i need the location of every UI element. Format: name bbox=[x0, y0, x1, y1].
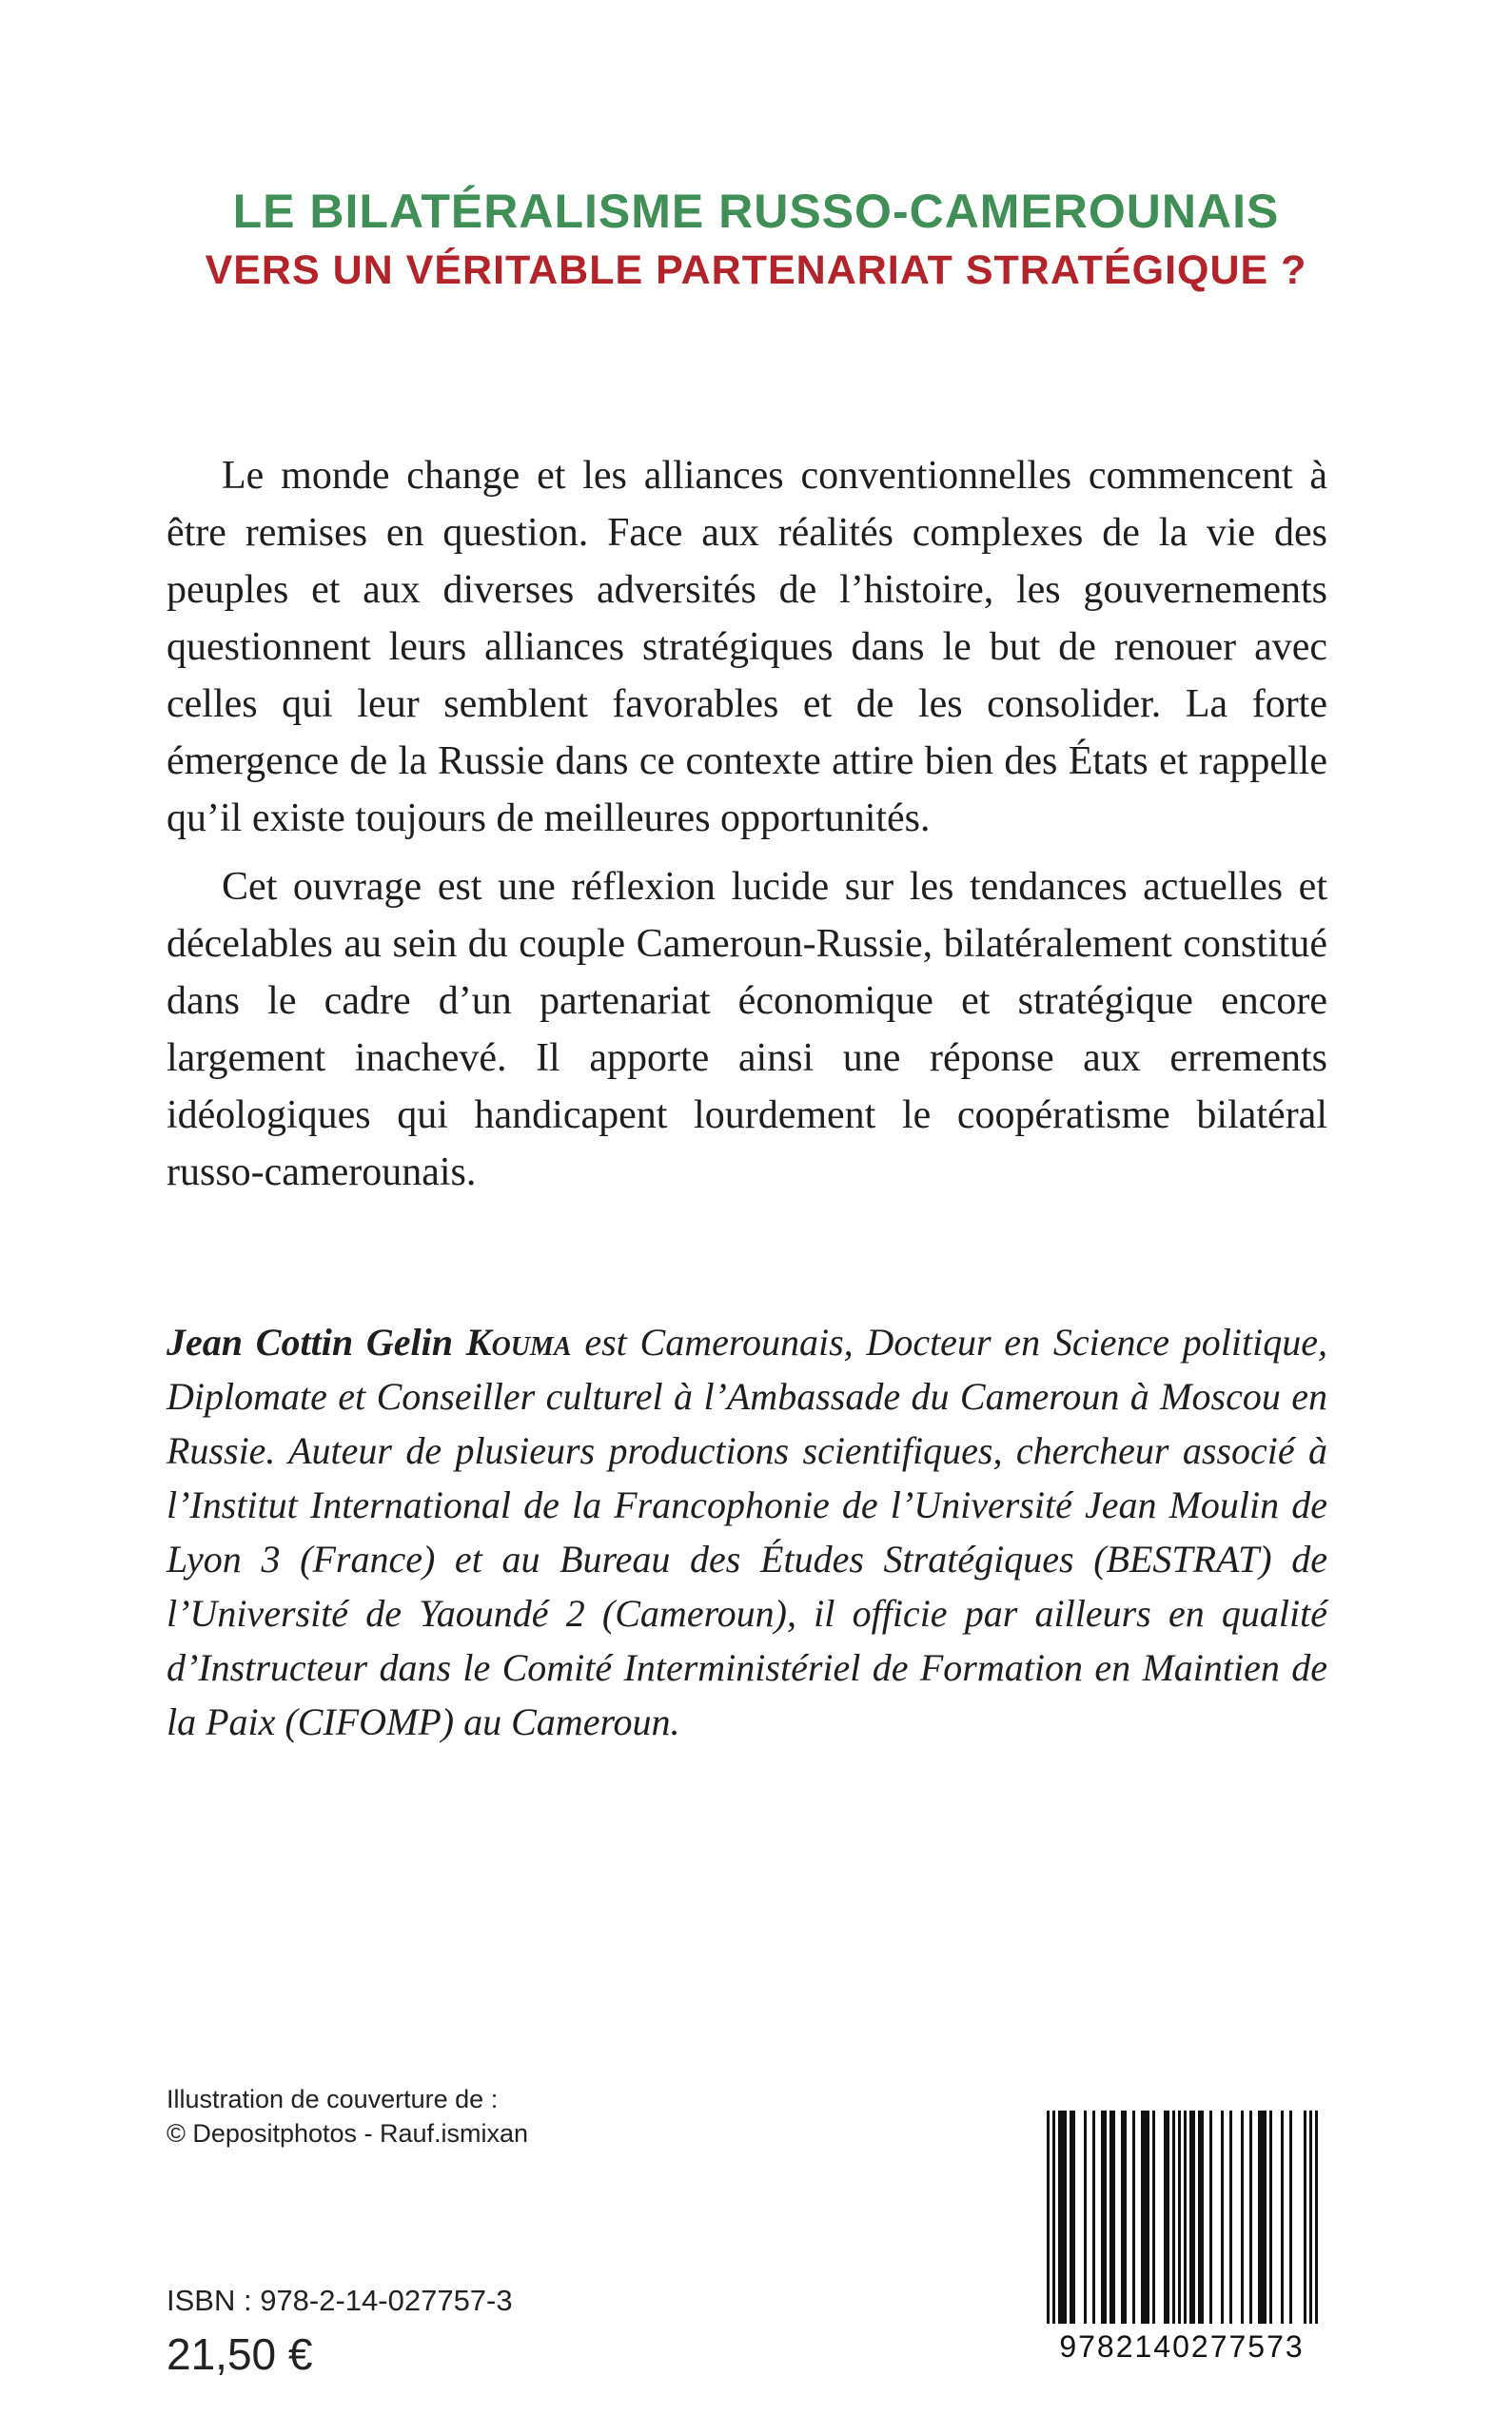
barcode-bar bbox=[1072, 2111, 1075, 2324]
book-subtitle: VERS UN VÉRITABLE PARTENARIAT STRATÉGIQUE ? bbox=[205, 247, 1307, 293]
barcode-bar bbox=[1104, 2111, 1107, 2324]
author-surname: Kouma bbox=[465, 1321, 572, 1364]
barcode-bar bbox=[1109, 2111, 1112, 2324]
barcode-bar bbox=[1309, 2111, 1312, 2324]
barcode bbox=[1038, 2107, 1325, 2366]
barcode-bar bbox=[1198, 2111, 1201, 2324]
isbn-text: ISBN : 978-2-14-027757-3 bbox=[167, 2284, 513, 2317]
barcode-bar bbox=[1221, 2111, 1224, 2324]
barcode-bar bbox=[1261, 2111, 1264, 2324]
barcode-bar bbox=[1172, 2111, 1175, 2324]
barcode-bar bbox=[1241, 2111, 1244, 2324]
author-bio-text: est Camerounais, Docteur en Science politique, Diplomate et Conseiller culturel à l’Ambassade du Cameroun à Moscou en Russie. Auteur de plusieurs productions scientifiques, chercheur associé à l’Institut International de la Francophonie de l’Université Jean Moulin de Lyon 3 (France) et au Bureau des Études Stratégiques (BESTRAT) de l’Université de Yaoundé 2 (Cameroun), il officie par ailleurs en qualité d’Instructeur dans le Comité Interministériel de Formation en Maintien de la Paix (CIFOMP) au Cameroun. bbox=[167, 1321, 1328, 1743]
title-block bbox=[0, 181, 1512, 299]
barcode-bar bbox=[1052, 2111, 1055, 2324]
barcode-bar bbox=[1258, 2111, 1261, 2324]
price-text: 21,50 € bbox=[167, 2329, 313, 2379]
barcode-bar bbox=[1144, 2111, 1147, 2324]
summary-paragraph: Cet ouvrage est une réflexion lucide sur les tendances actuelles et décelables au sein du couple Cameroun-Russie, bilatéralement constitué dans le cadre d’un partenariat économique et stratégique encore largement inachevé. Il apporte ainsi une réponse aux errements idéologiques qui handicapent lourdement le coopératisme bilatéral russo-camerounais. bbox=[167, 865, 1327, 1194]
barcode-bar bbox=[1124, 2111, 1127, 2324]
book-title: LE BILATÉRALISME RUSSO-CAMEROUNAIS bbox=[232, 185, 1280, 238]
author-bio bbox=[167, 1315, 1327, 1749]
barcode-bar bbox=[1058, 2111, 1061, 2324]
barcode-bar bbox=[1164, 2111, 1167, 2324]
barcode-bar bbox=[1184, 2111, 1187, 2324]
author-first-names: Jean Cottin Gelin bbox=[167, 1321, 453, 1364]
barcode-bar bbox=[1289, 2111, 1292, 2324]
barcode-bar bbox=[1249, 2111, 1252, 2324]
barcode-bar bbox=[1132, 2111, 1135, 2324]
barcode-bar bbox=[1084, 2111, 1087, 2324]
barcode-bar bbox=[1064, 2111, 1067, 2324]
barcode-bar bbox=[1281, 2111, 1284, 2324]
barcode-bar bbox=[1264, 2111, 1267, 2324]
barcode-bars bbox=[1038, 2107, 1325, 2328]
barcode-bar bbox=[1112, 2111, 1115, 2324]
barcode-bar bbox=[1141, 2111, 1144, 2324]
barcode-bar bbox=[1167, 2111, 1169, 2324]
summary-paragraph: Le monde change et les alliances conventionnelles commencent à être remises en question. Face aux réalités complexes de la vie des peuples et aux diverses adversités de l’histoire, les gouvernements questionnent leurs alliances stratégiques dans le but de renouer avec celles qui leur semblent favorables et de les consolider. La forte émergence de la Russie dans ce contexte attire bien des États et rappelle qu’il existe toujours de meilleures opportunités. bbox=[167, 454, 1327, 840]
barcode-bar bbox=[1152, 2111, 1155, 2324]
credits-line: Illustration de couverture de : bbox=[167, 2085, 499, 2113]
barcode-bar bbox=[1229, 2111, 1232, 2324]
barcode-digits: 9782140277573 bbox=[1059, 2329, 1305, 2364]
barcode-bar bbox=[1047, 2111, 1050, 2324]
barcode-bar bbox=[1269, 2111, 1272, 2324]
book-summary bbox=[167, 447, 1327, 1212]
barcode-bar bbox=[1315, 2111, 1318, 2324]
barcode-bar bbox=[1092, 2111, 1095, 2324]
barcode-bar bbox=[1061, 2111, 1064, 2324]
barcode-bar bbox=[1178, 2111, 1181, 2324]
illustration-credits bbox=[167, 2082, 833, 2151]
barcode-bar bbox=[1189, 2111, 1192, 2324]
barcode-bar bbox=[1304, 2111, 1306, 2324]
barcode-bar bbox=[1101, 2111, 1104, 2324]
barcode-bar bbox=[1070, 2111, 1072, 2324]
credits-line: © Depositphotos - Rauf.ismixan bbox=[167, 2119, 529, 2148]
barcode-bar bbox=[1209, 2111, 1212, 2324]
barcode-bar bbox=[1121, 2111, 1124, 2324]
barcode-bar bbox=[1201, 2111, 1204, 2324]
barcode-bar bbox=[1192, 2111, 1195, 2324]
barcode-bar bbox=[1147, 2111, 1149, 2324]
